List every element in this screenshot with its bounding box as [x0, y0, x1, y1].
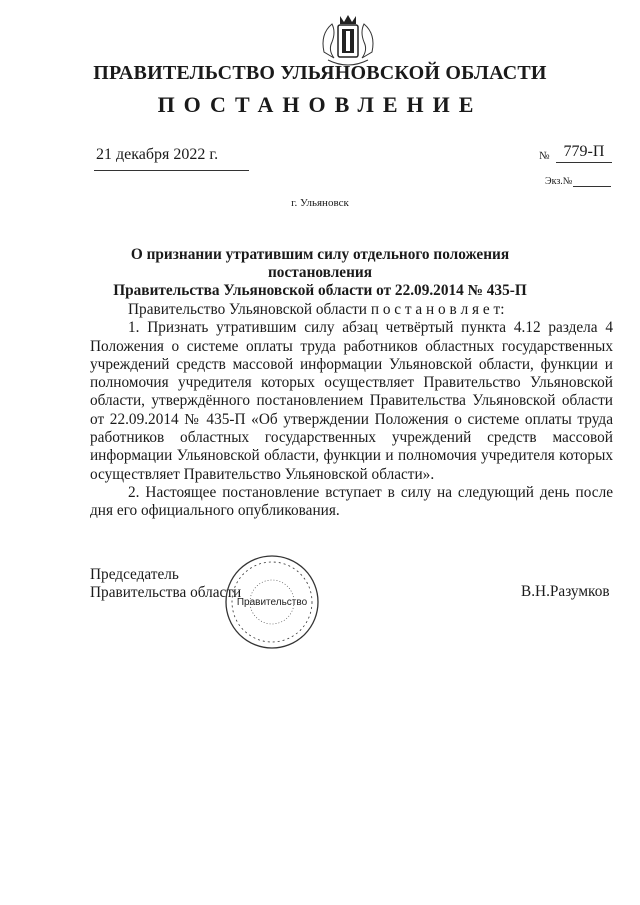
number-label: №	[539, 150, 550, 162]
subject-line-2: Правительства Ульяновской области от 22.09.2014 № 435-П	[113, 282, 527, 299]
signatory-role-line-1: Председатель	[90, 566, 179, 583]
body-paragraph-1: 1. Признать утратившим силу абзац четвёртый пункта 4.12 раздела 4 Положения о системе оплаты труда работников областных государственных учреждений средств массовой информации Ульяновской области, функции и полномочия учредителя которых осуществляет Правительство Ульяновской области, утверждённого постановлением Правительства Ульяновской области от 22.09.2014 № 435-П «Об утверждении Положения о системе оплаты труда работников областных государственных учреждений средств массовой информации Ульяновской области, функции и полномочия учредителя которых осуществляет Правительство Ульяновской области».	[90, 319, 613, 483]
subject-line-1: О признании утратившим силу отдельного положения постановления	[130, 246, 510, 281]
stamp-text: Правительство	[236, 597, 308, 608]
official-stamp	[223, 553, 321, 651]
document-body	[90, 301, 613, 521]
signatory-name: В.Н.Разумков	[521, 583, 610, 600]
document-number: 779-П	[556, 143, 612, 163]
body-intro: Правительство Ульяновской области п о с т а н о в л я е т:	[128, 301, 505, 318]
government-title: ПРАВИТЕЛЬСТВО УЛЬЯНОВСКОЙ ОБЛАСТИ	[93, 62, 547, 84]
document-type: ПОСТАНОВЛЕНИЕ	[157, 92, 483, 117]
copy-number-underline	[573, 186, 611, 187]
signatory-role-line-2: Правительства области	[90, 584, 242, 601]
copy-number-label: Экз.№	[545, 176, 573, 187]
date-underline	[94, 170, 249, 171]
document-date: 21 декабря 2022 г.	[96, 146, 219, 163]
city: г. Ульяновск	[291, 197, 349, 209]
body-paragraph-2: 2. Настоящее постановление вступает в силу на следующий день после дня его официального опубликования.	[90, 483, 613, 520]
document-subject	[80, 246, 560, 300]
